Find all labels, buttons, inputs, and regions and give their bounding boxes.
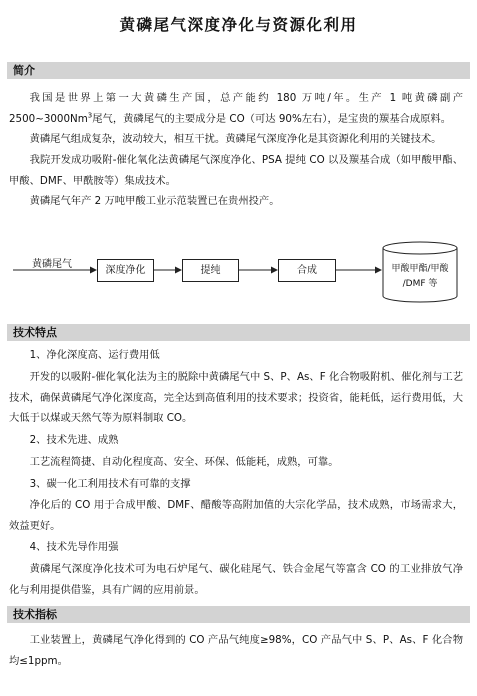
section-header-features: 技术特点 (7, 324, 470, 341)
section-header-specs: 技术指标 (7, 606, 470, 623)
feature-3-text: 净化后的 CO 用于合成甲酸、DMF、醋酸等高附加值的大宗化学品，技术成熟，市场需求大，效益更好。 (9, 499, 463, 532)
feature-4-title: 4、技术先导作用强 (29, 541, 119, 553)
feature-1-title: 1、净化深度高、运行费用低 (29, 349, 160, 361)
flow-step-synthesis: 合成 (278, 259, 336, 282)
specs-text: 工业装置上，黄磷尾气净化得到的 CO 产品气纯度≥98%，CO 产品气中 S、P、As、F 化合物均≤1ppm。 (9, 634, 463, 667)
feature-2-title: 2、技术先进、成熟 (29, 434, 119, 446)
feature-4-text: 黄磷尾气深度净化技术可为电石炉尾气、碳化硅尾气、铁合金尾气等富含 CO 的工业排放气净化与利用提供借鉴，具有广阔的应用前景。 (9, 563, 463, 596)
feature-1-text: 开发的以吸附-催化氧化法为主的脱除中黄磷尾气中 S、P、As、F 化合物吸附机、催化剂与工艺技术，确保黄磷尾气净化深度高，完全达到高值利用的技术要求；投资省，能耗低，运行费用低，大大低于以煤或天然气等为原料制取 CO。 (9, 371, 463, 424)
flow-product-line1: 甲酸甲酯/甲酸 (391, 264, 449, 274)
flow-step-purification: 深度净化 (97, 259, 154, 282)
intro-paragraph-4: 黄磷尾气年产 2 万吨甲酸工业示范装置已在贵州投产。 (29, 195, 280, 207)
intro-p1-sup: 3 (87, 111, 93, 120)
intro-p1-part2: 尾气，黄磷尾气的主要成分是 CO（可达 90%左右），是宝贵的羰基合成原料。 (92, 112, 452, 125)
intro-paragraph-2: 黄磷尾气组成复杂，波动较大，相互干扰。黄磷尾气深度净化是其资源化利用的关键技术。 (29, 133, 442, 145)
flow-step-refining: 提纯 (182, 259, 239, 282)
feature-3-title: 3、碳一化工利用技术有可靠的支撑 (29, 478, 191, 490)
intro-p1-part1: 我国是世界上第一大黄磷生产国，总产能约 180 万吨/年。生产 1 吨黄磷副产 2500~3000Nm (9, 92, 463, 125)
page-title: 黄磷尾气深度净化与资源化利用 (119, 16, 358, 34)
flow-input-label: 黄磷尾气 (32, 259, 72, 270)
intro-paragraph-3: 我院开发成功吸附-催化氧化法黄磷尾气深度净化、PSA 提纯 CO 以及羰基合成（如甲酸甲酯、甲酸、DMF、甲酰胺等）集成技术。 (9, 154, 463, 187)
feature-2-text: 工艺流程简捷、自动化程度高、安全、环保、低能耗，成熟，可靠。 (29, 456, 339, 468)
section-header-intro: 简介 (7, 62, 470, 79)
flow-product-line2: /DMF 等 (402, 279, 438, 289)
